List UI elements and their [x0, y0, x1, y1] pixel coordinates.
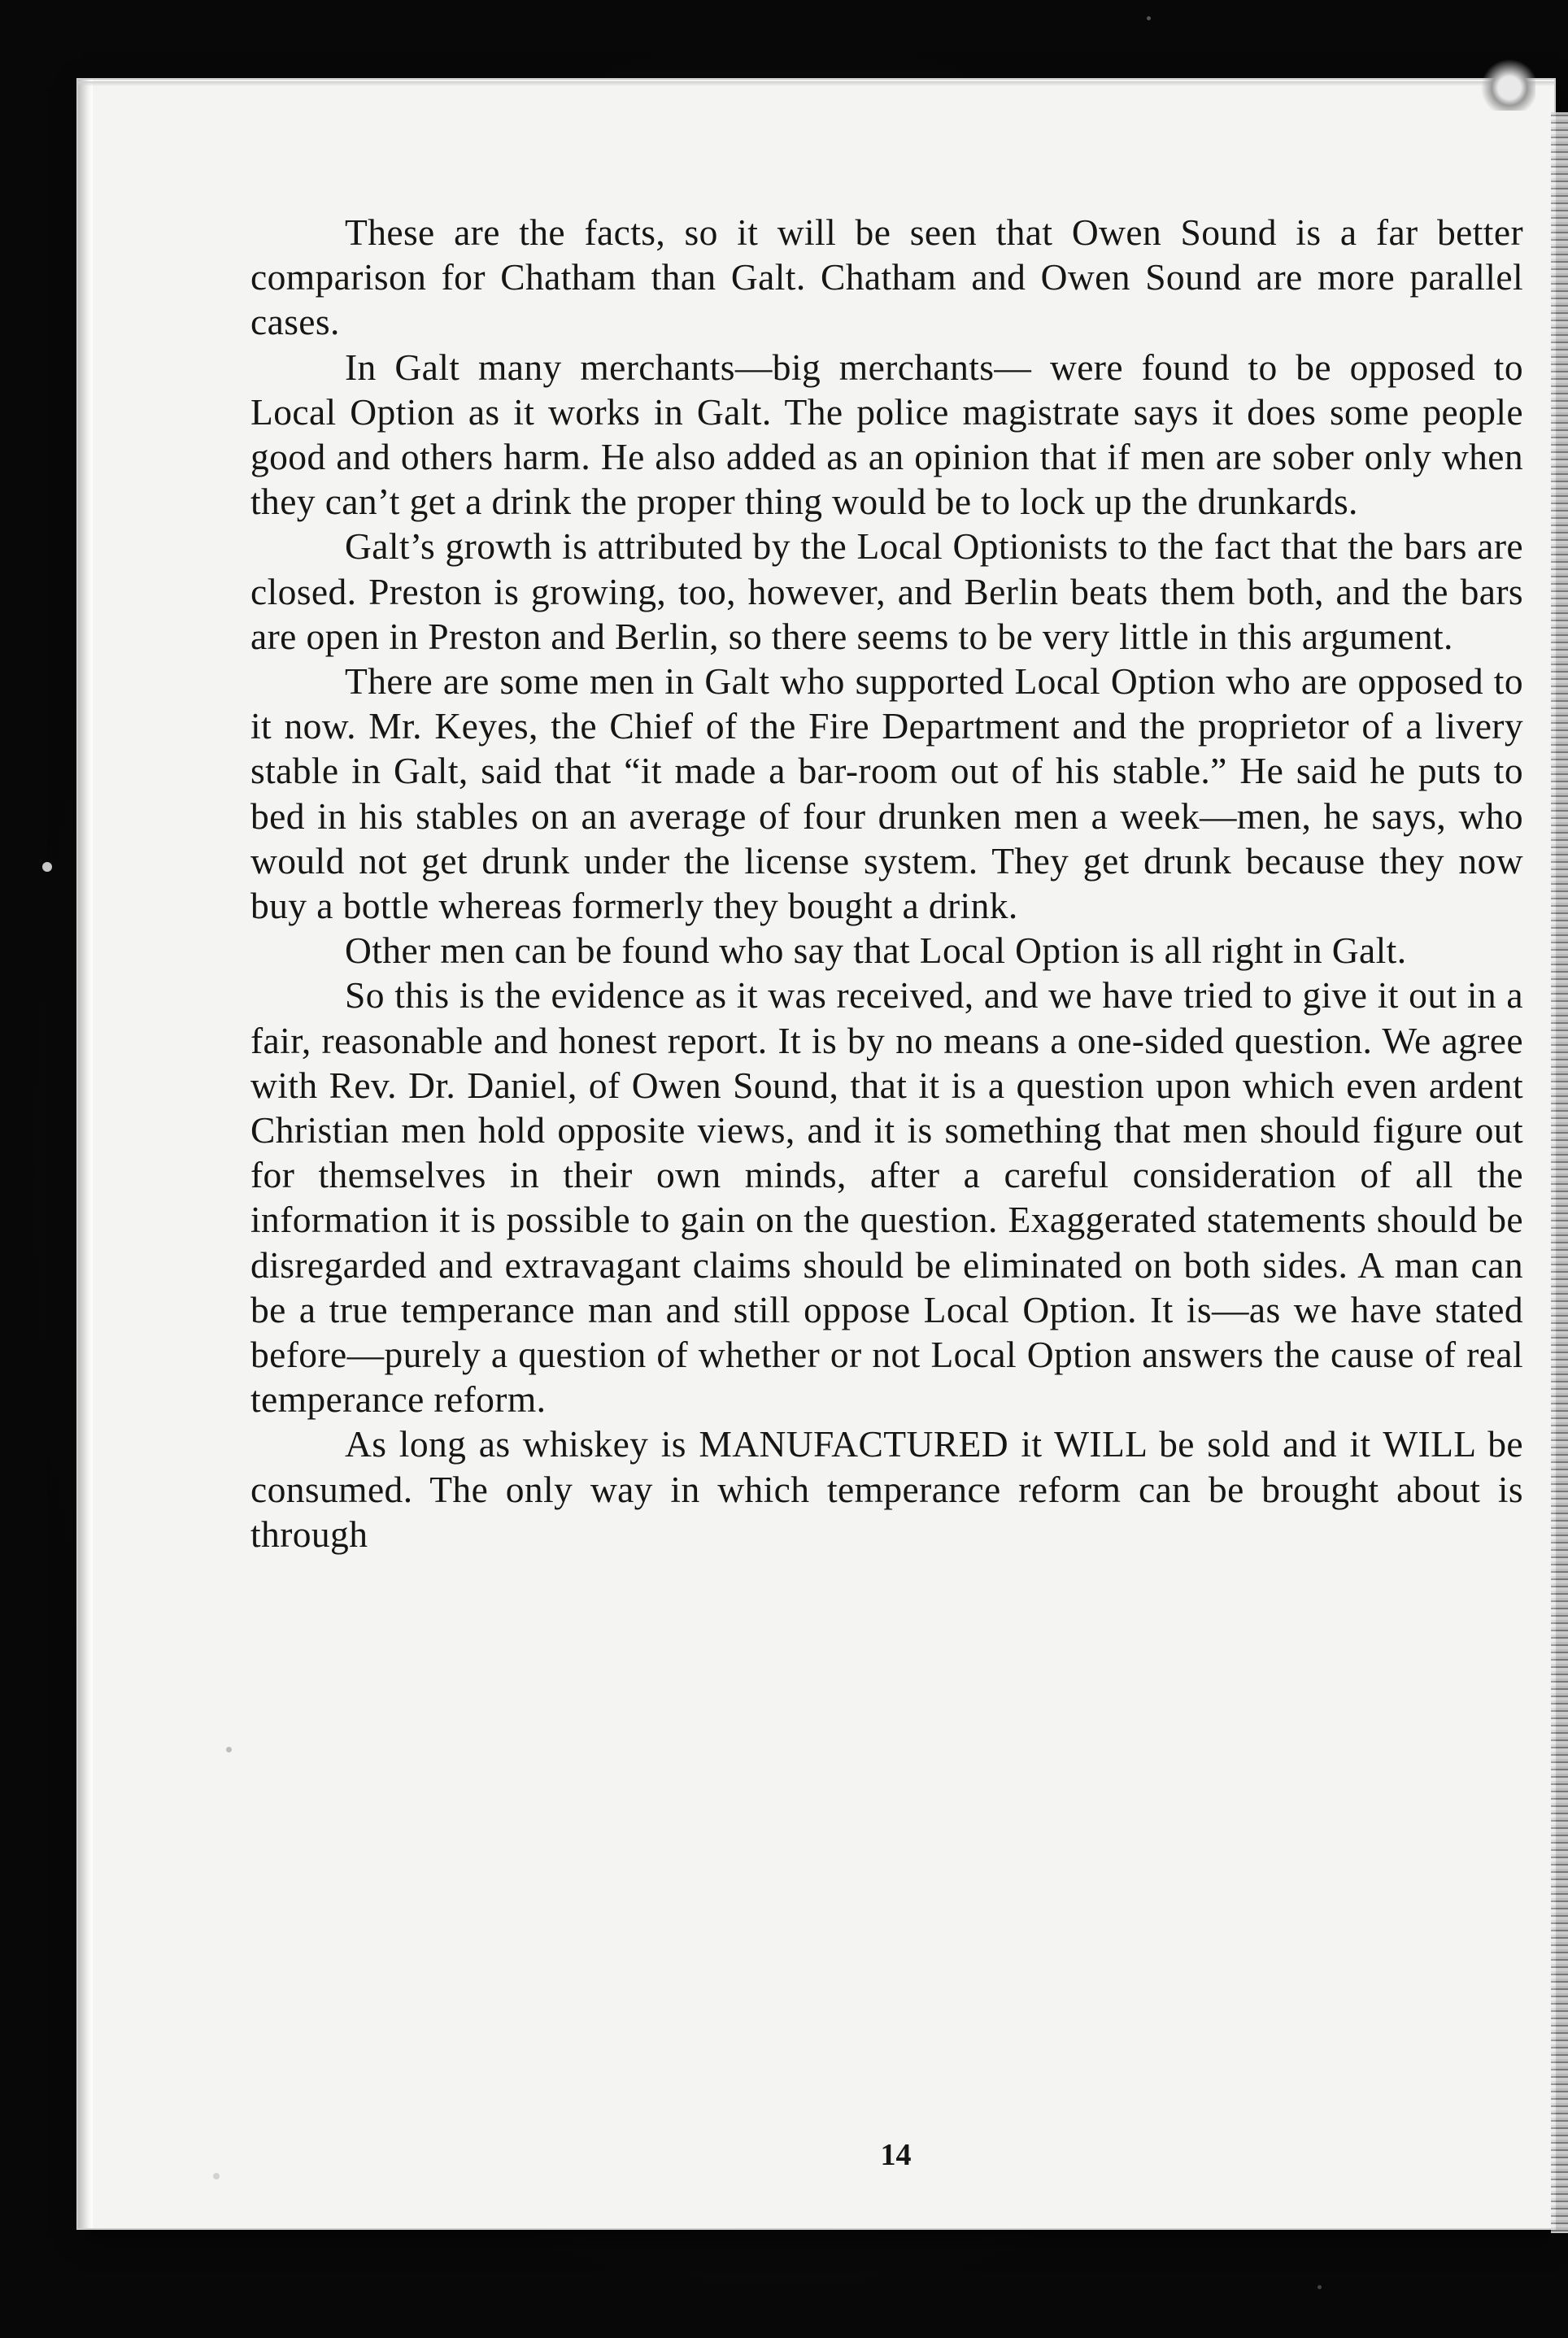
dust-speck [1318, 2285, 1322, 2289]
body-text [250, 210, 1523, 1556]
page-top-edge [78, 81, 1554, 86]
paragraph: These are the facts, so it will be seen that Owen Sound is a far better comparison for Chatham than Galt. Chatham and Owen Sound are more parallel cases. [250, 211, 1523, 343]
paragraph: In Galt many merchants—big merchants— were found to be opposed to Local Option as it works in Galt. The police magistrate says it does some people good and others harm. He also added as an opinion that if men are sober only when they can’t get a drink the proper thing would be to lock up the drunkards. [250, 346, 1523, 523]
dust-speck [42, 862, 52, 872]
paragraph: As long as whiskey is MANUFACTURED it WILL be sold and it WILL be consumed. The only way in which temperance reform can be brought about is through [250, 1423, 1523, 1555]
paragraph: There are some men in Galt who supported Local Option who are opposed to it now. Mr. Keyes, the Chief of the Fire Department and the proprietor of a livery stable in Galt, said that “it made a bar-room out of his stable.” He said he puts to bed in his stables on an average of four drunken men a week—men, he says, who would not get drunk under the license system. They get drunk because they now buy a bottle whereas formerly they bought a drink. [250, 660, 1523, 927]
dust-speck [213, 2173, 220, 2179]
paragraph: Other men can be found who say that Local Option is all right in Galt. [345, 930, 1407, 972]
torn-corner-mark [1470, 54, 1535, 111]
dust-speck [226, 1747, 232, 1752]
page-number: 14 [880, 2138, 912, 2172]
paragraph: Galt’s growth is attributed by the Local Optionists to the fact that the bars are closed. Preston is growing, too, however, and Berlin beats them both, and the bars are open in Preston and Berlin, so there seems to be very little in this argument. [250, 525, 1523, 657]
paragraph: So this is the evidence as it was received, and we have tried to give it out in a fair, reasonable and honest report. It is by no means a one-sided question. We agree with Rev. Dr. Daniel, of Owen Sound, that it is a question upon which even ardent Christian men hold opposite views, and it is something that men should figure out for themselves in their own minds, after a careful consideration of all the information it is possible to gain on the question. Exaggerated statements should be disregarded and extravagant claims should be eliminated on both sides. A man can be a true temperance man and still oppose Local Option. It is—as we have stated before—purely a question of whether or not Local Option answers the cause of real temperance reform. [250, 974, 1523, 1421]
dust-speck [1147, 16, 1151, 20]
